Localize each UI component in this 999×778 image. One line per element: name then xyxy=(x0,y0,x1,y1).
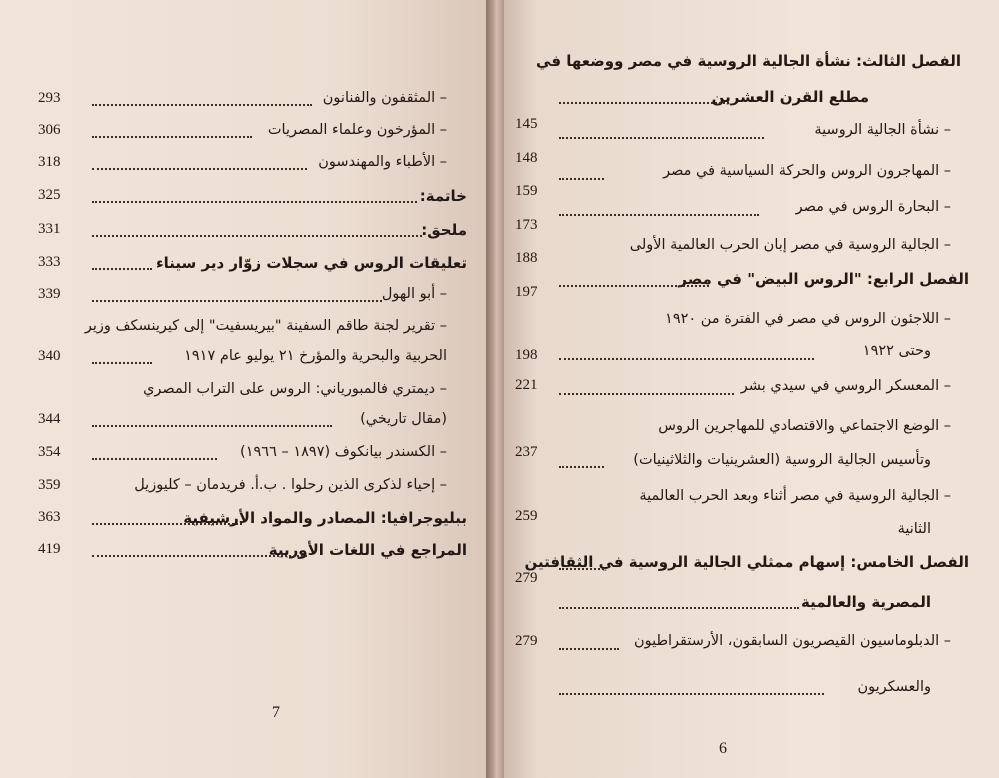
toc-page-number: 325 xyxy=(38,187,61,203)
dot-leader xyxy=(559,358,814,360)
page-number-footer: 6 xyxy=(719,740,727,757)
toc-entry-text: (مقال تاريخي) xyxy=(360,411,447,427)
toc-entry-text: – البحارة الروس في مصر xyxy=(795,199,951,215)
toc-entry-text: – نشأة الجالية الروسية xyxy=(814,122,951,138)
toc-page-number: 306 xyxy=(38,122,61,138)
page-number-footer: 7 xyxy=(272,704,280,721)
dot-leader xyxy=(92,168,307,170)
dot-leader xyxy=(559,137,764,139)
toc-entry-text: – إحياء لذكرى الذين رحلوا . ب.أ. فريدمان – كليوزيل xyxy=(134,477,447,493)
toc-page-number: 344 xyxy=(38,411,61,427)
toc-entry-text: الثانية xyxy=(897,521,931,537)
toc-entry-text: – الكسندر بيانكوف (١٨٩٧ – ١٩٦٦) xyxy=(240,444,447,460)
toc-page-number: 221 xyxy=(515,377,538,393)
toc-entry-text: – المهاجرون الروس والحركة السياسية في مصر xyxy=(663,163,951,179)
toc-page-number: 148 xyxy=(515,150,538,166)
dot-leader xyxy=(92,136,252,138)
toc-chapter-heading: مطلع القرن العشرين xyxy=(711,88,869,106)
toc-page-number: 293 xyxy=(38,90,61,106)
toc-entry-text: والعسكريون xyxy=(857,679,931,695)
toc-chapter-heading: الفصل الخامس: إسهام ممثلي الجالية الروسية في الثقافتين xyxy=(524,553,969,571)
toc-chapter-heading: الفصل الثالث: نشأة الجالية الروسية في مصر ووضعها في xyxy=(536,52,961,70)
left-page xyxy=(0,0,497,778)
toc-page-number: 419 xyxy=(38,541,61,557)
book-gutter xyxy=(486,0,504,778)
dot-leader xyxy=(559,648,619,650)
dot-leader xyxy=(559,568,604,570)
toc-entry-text: – الجالية الروسية في مصر إبان الحرب العالمية الأولى xyxy=(629,237,951,253)
toc-entry-text: – الأطباء والمهندسون xyxy=(318,154,447,170)
toc-page-number: 159 xyxy=(515,183,538,199)
toc-page-number: 331 xyxy=(38,221,61,237)
toc-page-number: 279 xyxy=(515,633,538,649)
dot-leader xyxy=(559,214,759,216)
toc-entry-text: – المؤرخون وعلماء المصريات xyxy=(267,122,447,138)
dot-leader xyxy=(559,285,709,287)
dot-leader xyxy=(92,425,332,427)
toc-entry-text: – الجالية الروسية في مصر أثناء وبعد الحرب العالمية xyxy=(639,488,951,504)
dot-leader xyxy=(92,201,417,203)
toc-entry-text: الحربية والبحرية والمؤرخ ٢١ يوليو عام ١٩١٧ xyxy=(184,348,447,364)
toc-page-number: 145 xyxy=(515,116,538,132)
toc-page-number: 197 xyxy=(515,284,538,300)
toc-entry-text: – ديمتري فالمبورياني: الروس على التراب المصري xyxy=(143,381,447,397)
dot-leader xyxy=(92,523,242,525)
dot-leader xyxy=(92,104,312,106)
toc-page-number: 339 xyxy=(38,286,61,302)
toc-chapter-heading: الفصل الرابع: "الروس البيض" في مصر xyxy=(678,270,969,288)
right-page xyxy=(497,0,999,778)
toc-section-heading: ملحق: xyxy=(421,221,467,239)
dot-leader xyxy=(92,235,422,237)
toc-section-heading: خاتمة: xyxy=(419,187,467,205)
dot-leader xyxy=(92,300,382,302)
dot-leader xyxy=(92,362,152,364)
toc-entry-text: وحتى ١٩٢٢ xyxy=(862,343,931,359)
toc-page-number: 363 xyxy=(38,509,61,525)
toc-section-heading: تعليقات الروس في سجلات زوّار دير سيناء xyxy=(155,254,467,272)
dot-leader xyxy=(92,268,152,270)
dot-leader xyxy=(559,393,734,395)
toc-page-number: 173 xyxy=(515,217,538,233)
toc-entry-text: – الدبلوماسيون القيصريون السابقون، الأرستقراطيون xyxy=(633,633,951,649)
toc-entry-text: – المثقفون والفنانون xyxy=(322,90,447,106)
toc-page-number: 188 xyxy=(515,250,538,266)
dot-leader xyxy=(559,466,604,468)
toc-entry-text: – أبو الهول xyxy=(381,286,447,302)
toc-chapter-heading: المصرية والعالمية xyxy=(801,593,931,611)
toc-page-number: 198 xyxy=(515,347,538,363)
toc-page-number: 340 xyxy=(38,348,61,364)
dot-leader xyxy=(559,607,799,609)
toc-entry-text: – اللاجئون الروس في مصر في الفترة من ١٩٢٠ xyxy=(665,311,951,327)
toc-page-number: 354 xyxy=(38,444,61,460)
toc-entry-text: – الوضع الاجتماعي والاقتصادي للمهاجرين الروس xyxy=(658,418,951,434)
toc-page-number: 333 xyxy=(38,254,61,270)
dot-leader xyxy=(559,178,604,180)
toc-entry-text: – المعسكر الروسي في سيدي بشر xyxy=(740,378,951,394)
toc-page-number: 318 xyxy=(38,154,61,170)
toc-page-number: 237 xyxy=(515,444,538,460)
dot-leader xyxy=(92,458,217,460)
toc-page-number: 279 xyxy=(515,570,538,586)
toc-entry-text: – تقرير لجنة طاقم السفينة "بيريسفيت" إلى كيرينسكف وزير xyxy=(84,318,447,334)
toc-section-heading: ببليوجرافيا: المصادر والمواد الأرشيفية xyxy=(183,509,467,527)
dot-leader xyxy=(559,102,729,104)
dot-leader xyxy=(559,693,824,695)
toc-section-heading: المراجع في اللغات الأوربية xyxy=(268,541,467,559)
toc-entry-text: وتأسيس الجالية الروسية (العشرينيات والثلاثينيات) xyxy=(633,452,931,468)
toc-page-number: 259 xyxy=(515,508,538,524)
dot-leader xyxy=(92,555,307,557)
toc-page-number: 359 xyxy=(38,477,61,493)
